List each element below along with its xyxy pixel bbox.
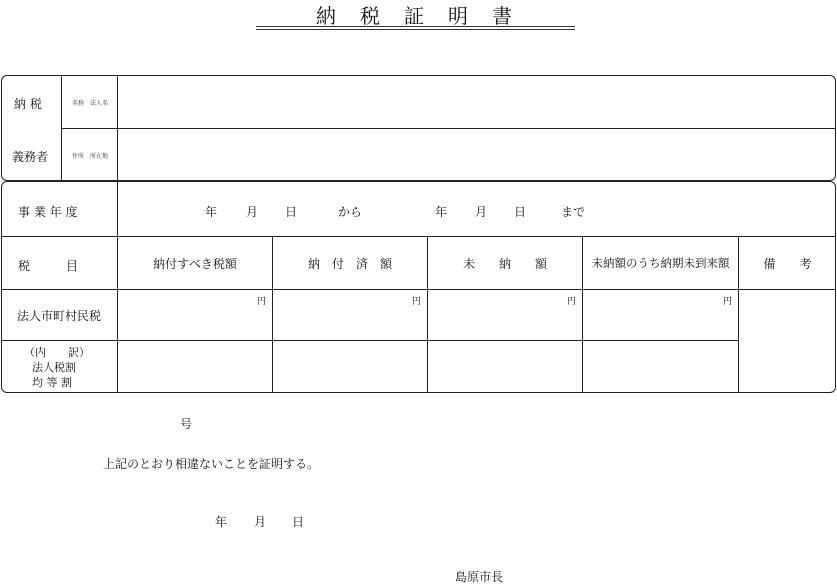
yen-unit: 円: [567, 297, 577, 307]
taxpayer-label-line1: 納 税: [14, 97, 42, 111]
row-label: 法人市町村民税: [17, 309, 102, 323]
remarks-field[interactable]: [740, 291, 835, 392]
payable-amount-field[interactable]: [119, 291, 271, 339]
yen-unit: 円: [257, 297, 267, 307]
day-unit: 日: [514, 205, 527, 219]
issue-month-unit: 月: [254, 515, 267, 529]
issue-day-unit: 日: [292, 515, 305, 529]
yen-unit: 円: [723, 297, 733, 307]
divider: [61, 128, 836, 129]
from-label: から: [338, 205, 363, 219]
yen-unit: 円: [412, 297, 422, 307]
until-label: まで: [561, 205, 586, 219]
breakdown-unpaid-field[interactable]: [429, 342, 581, 392]
month-unit: 月: [246, 205, 259, 219]
header-unpaid: 未 納 額: [462, 256, 547, 271]
name-field[interactable]: [119, 77, 834, 127]
taxpayer-label-line2: 義務者: [12, 150, 49, 164]
breakdown-paid-field[interactable]: [274, 342, 426, 392]
paid-amount-field[interactable]: [274, 291, 426, 339]
breakdown-corporate-tax-portion: 法人税割: [32, 361, 76, 374]
address-sublabel: 住所 所在地: [72, 153, 109, 160]
address-field[interactable]: [119, 130, 834, 179]
divider: [1, 340, 738, 341]
breakdown-label: （内 訳）: [24, 346, 90, 359]
breakdown-per-capita-levy: 均 等 割: [32, 376, 72, 389]
divider: [1, 289, 836, 290]
title-underline-double: [256, 29, 575, 30]
issue-year-unit: 年: [215, 515, 228, 529]
month-unit: 月: [475, 205, 488, 219]
year-unit: 年: [435, 205, 448, 219]
day-unit: 日: [285, 205, 298, 219]
name-sublabel: 名称 法人名: [72, 100, 109, 107]
breakdown-payable-field[interactable]: [119, 342, 271, 392]
title-underline: [256, 26, 575, 27]
mayor-signature-label: 島原市長: [455, 570, 504, 584]
header-remarks: 備 考: [763, 256, 812, 271]
header-paid: 納 付 済 額: [307, 256, 392, 271]
breakdown-not-due-field[interactable]: [584, 342, 737, 392]
unpaid-amount-field[interactable]: [429, 291, 581, 339]
header-not-due: 未納額のうち納期未到来額: [591, 256, 730, 270]
year-unit: 年: [205, 205, 218, 219]
not-due-amount-field[interactable]: [584, 291, 737, 339]
header-item: 税 目: [18, 259, 79, 273]
certificate-number-label: 号: [180, 417, 193, 431]
fiscal-year-label: 事 業 年 度: [18, 205, 78, 219]
page-title: 納 税 証 明 書: [316, 4, 514, 28]
certification-statement: 上記のとおり相違ないことを証明する。: [103, 457, 320, 471]
header-payable: 納付すべき税額: [153, 256, 237, 271]
